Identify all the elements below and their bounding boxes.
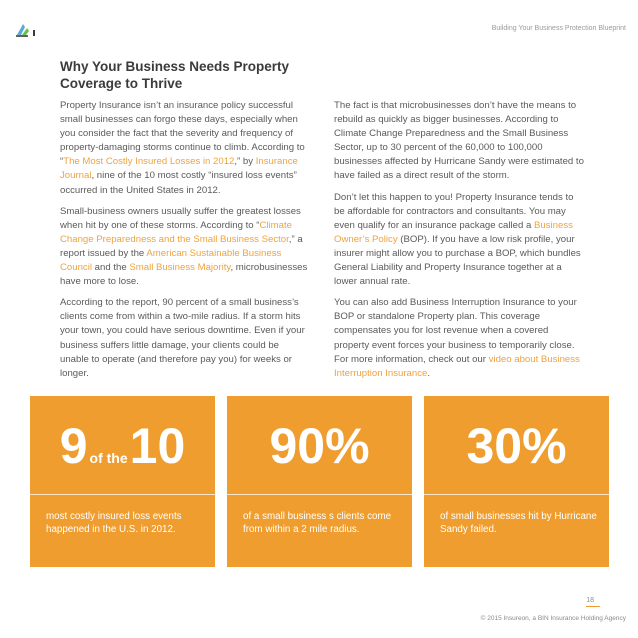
stat-value: 90% (269, 418, 370, 474)
text: , microbusinesses have more to lose. (60, 262, 308, 288)
stat-number: 9 (59, 418, 88, 474)
stat-value: 30% (466, 418, 567, 474)
stat-card (30, 396, 215, 567)
header-title: Building Your Business Protection Blueprint (491, 25, 626, 32)
stats-band (30, 396, 609, 567)
stat-connector: of the (89, 450, 128, 466)
text: and the (92, 262, 130, 274)
divider (424, 494, 609, 495)
paragraph: The fact is that microbusinesses don’t have the means to rebuild as quickly as bigger businesses. According to Climate Change Preparedness and the Small Business Sector, up to 30 percent of the 60,000 to 100,000 businesses affected by Hurricane Sandy were estimated to have failed as a direct result of the storm. (334, 100, 584, 182)
text: You can also add Business Interruption Insurance to your BOP or standalone Property plan. This coverage compensates you for lost revenue when a covered property event forces your business to temporarily close. For more information, check out our (334, 297, 577, 365)
page-number-rule (586, 606, 600, 607)
stat-number: 10 (129, 418, 186, 474)
stat-value (30, 418, 215, 486)
link-small-business-majority[interactable]: Small Business Majority (129, 262, 231, 274)
page-number: 18 (586, 597, 594, 604)
divider (30, 494, 215, 495)
paragraph (334, 296, 586, 381)
stat-card (424, 396, 609, 567)
paragraph (334, 191, 586, 290)
text: ,” a report issued by the (60, 233, 303, 259)
stat-description: of a small business s clients come from within a 2 mile radius. (243, 511, 392, 535)
article-title: Why Your Business Needs Property Coverage to Thrive (60, 59, 290, 91)
brand-logo-icon (14, 22, 40, 38)
paragraph (60, 99, 310, 198)
text: Small-business owners usually suffer the greatest losses when hit by one of these storms. According to “ (60, 205, 301, 231)
link-asbc[interactable]: American Sustainable Business Council (60, 247, 282, 274)
divider (227, 494, 412, 495)
paragraph: According to the report, 90 percent of a small business’s clients come from within a two-mile radius. If a storm hits your town, you could have serious downtime. Even if your business suffers little damage, your clients could be unable to operate (and therefore pay you) for weeks or longer. (60, 297, 305, 379)
text: Property Insurance isn’t an insurance policy successful small businesses can forgo these days, especially when you consider the fact that the severity and frequency of property-damaging storms continue to climb. According to “ (60, 100, 305, 168)
stat-description: most costly insured loss events happened in the U.S. in 2012. (46, 511, 182, 535)
copyright: © 2015 Insureon, a BIN Insurance Holding Agency (480, 615, 626, 622)
text: ,” by (234, 156, 256, 168)
stat-card (227, 396, 412, 567)
paragraph (60, 205, 310, 290)
text: Don’t let this happen to you! Property Insurance tends to be affordable for contractors and consultants. You may even qualify for an insurance package called a (334, 191, 574, 231)
text: (BOP). If you have a low risk profile, your insurer might allow you to purchase a BOP, which bundles General Liability and Property Insurance together at a lower annual rate. (334, 233, 581, 288)
link-video-bii[interactable]: video about Business Interruption Insurance (334, 353, 580, 379)
stat-description: of small businesses hit by Hurricane Sandy failed. (440, 511, 597, 535)
link-costly-losses[interactable]: The Most Costly Insured Losses in 2012 (63, 156, 235, 168)
text: . (427, 367, 431, 379)
link-bop[interactable]: Business Owner’s Policy (334, 219, 573, 245)
text: , nine of the 10 most costly “insured loss events” occurred in the United States in 2012. (60, 170, 297, 196)
right-column (334, 99, 586, 388)
link-climate-report[interactable]: Climate Change Preparedness and the Small Business Sector (60, 219, 292, 245)
left-column (60, 99, 310, 388)
link-insurance-journal[interactable]: Insurance Journal (60, 156, 298, 182)
